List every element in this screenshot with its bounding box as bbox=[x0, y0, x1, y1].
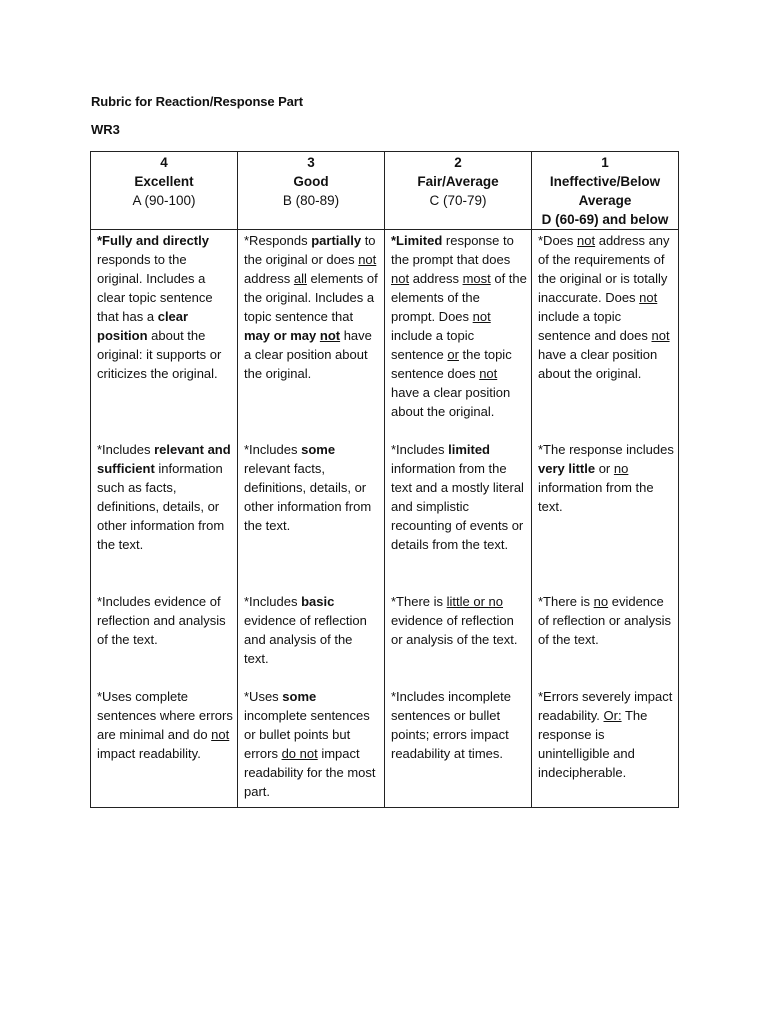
criterion-response: *Fully and directly responds to the original. Includes a clear topic sentence that has a clear position about the original: it supports or criticizes the original. bbox=[97, 233, 222, 381]
score-3: 3 bbox=[307, 155, 315, 170]
criterion-reflection: *There is little or no evidence of reflection or analysis of the text. bbox=[391, 594, 518, 647]
criteria-cell-3 bbox=[238, 230, 385, 808]
criterion-response: *Responds partially to the original or does not address all elements of the original. Includes a topic sentence that may or may not have a clear position about the original. bbox=[244, 233, 378, 381]
criterion-reflection: *There is no evidence of reflection or analysis of the text. bbox=[538, 594, 671, 647]
criterion-information: *The response includes very little or no information from the text. bbox=[538, 442, 674, 514]
criterion-sentences: *Uses complete sentences where errors are minimal and do not impact readability. bbox=[97, 689, 233, 761]
grade-c: C (70-79) bbox=[429, 193, 487, 208]
criterion-sentences: *Uses some incomplete sentences or bullet points but errors do not impact readability for the most part. bbox=[244, 689, 376, 799]
criterion-response: *Limited response to the prompt that does not address most of the elements of the prompt. Does not include a topic sentence or the topic sentence does not have a clear position about the original. bbox=[391, 233, 527, 419]
criteria-cell-1 bbox=[532, 230, 679, 808]
rubric-table bbox=[90, 151, 679, 808]
criterion-information: *Includes some relevant facts, definitions, details, or other information from the text. bbox=[244, 442, 372, 533]
criterion-information: *Includes relevant and sufficient information such as facts, definitions, details, or other information from the text. bbox=[97, 442, 231, 552]
label-ineffective-below-average: Ineffective/Below Average bbox=[549, 174, 661, 208]
grade-a: A (90-100) bbox=[132, 193, 196, 208]
criterion-information: *Includes limited information from the text and a mostly literal and simplistic recounting of events or details from the text. bbox=[391, 442, 524, 552]
criterion-reflection: *Includes evidence of reflection and analysis of the text. bbox=[97, 594, 226, 647]
label-fair-average: Fair/Average bbox=[417, 174, 499, 189]
criterion-response: *Does not address any of the requirements of the original or is totally inaccurate. Does not include a topic sentence and does not have a clear position about the original. bbox=[538, 233, 670, 381]
grade-b: B (80-89) bbox=[282, 193, 340, 208]
header-cell-1 bbox=[532, 152, 679, 230]
criterion-sentences: *Includes incomplete sentences or bullet points; errors impact readability at times. bbox=[391, 689, 511, 761]
label-good: Good bbox=[293, 174, 329, 189]
header-row bbox=[91, 152, 679, 230]
score-1: 1 bbox=[601, 155, 609, 170]
grade-d: D (60-69) and below bbox=[541, 212, 669, 227]
header-cell-2 bbox=[385, 152, 532, 230]
label-excellent: Excellent bbox=[134, 174, 194, 189]
criteria-row bbox=[91, 230, 679, 808]
criteria-cell-2 bbox=[385, 230, 532, 808]
document-title: Rubric for Reaction/Response Part bbox=[91, 94, 303, 109]
document-subtitle: WR3 bbox=[91, 122, 120, 137]
criterion-sentences: *Errors severely impact readability. Or: The response is unintelligible and indecipherable. bbox=[538, 689, 673, 780]
header-cell-3 bbox=[238, 152, 385, 230]
header-cell-4 bbox=[91, 152, 238, 230]
score-4: 4 bbox=[160, 155, 168, 170]
criteria-cell-4 bbox=[91, 230, 238, 808]
score-2: 2 bbox=[454, 155, 462, 170]
criterion-reflection: *Includes basic evidence of reflection and analysis of the text. bbox=[244, 594, 367, 666]
